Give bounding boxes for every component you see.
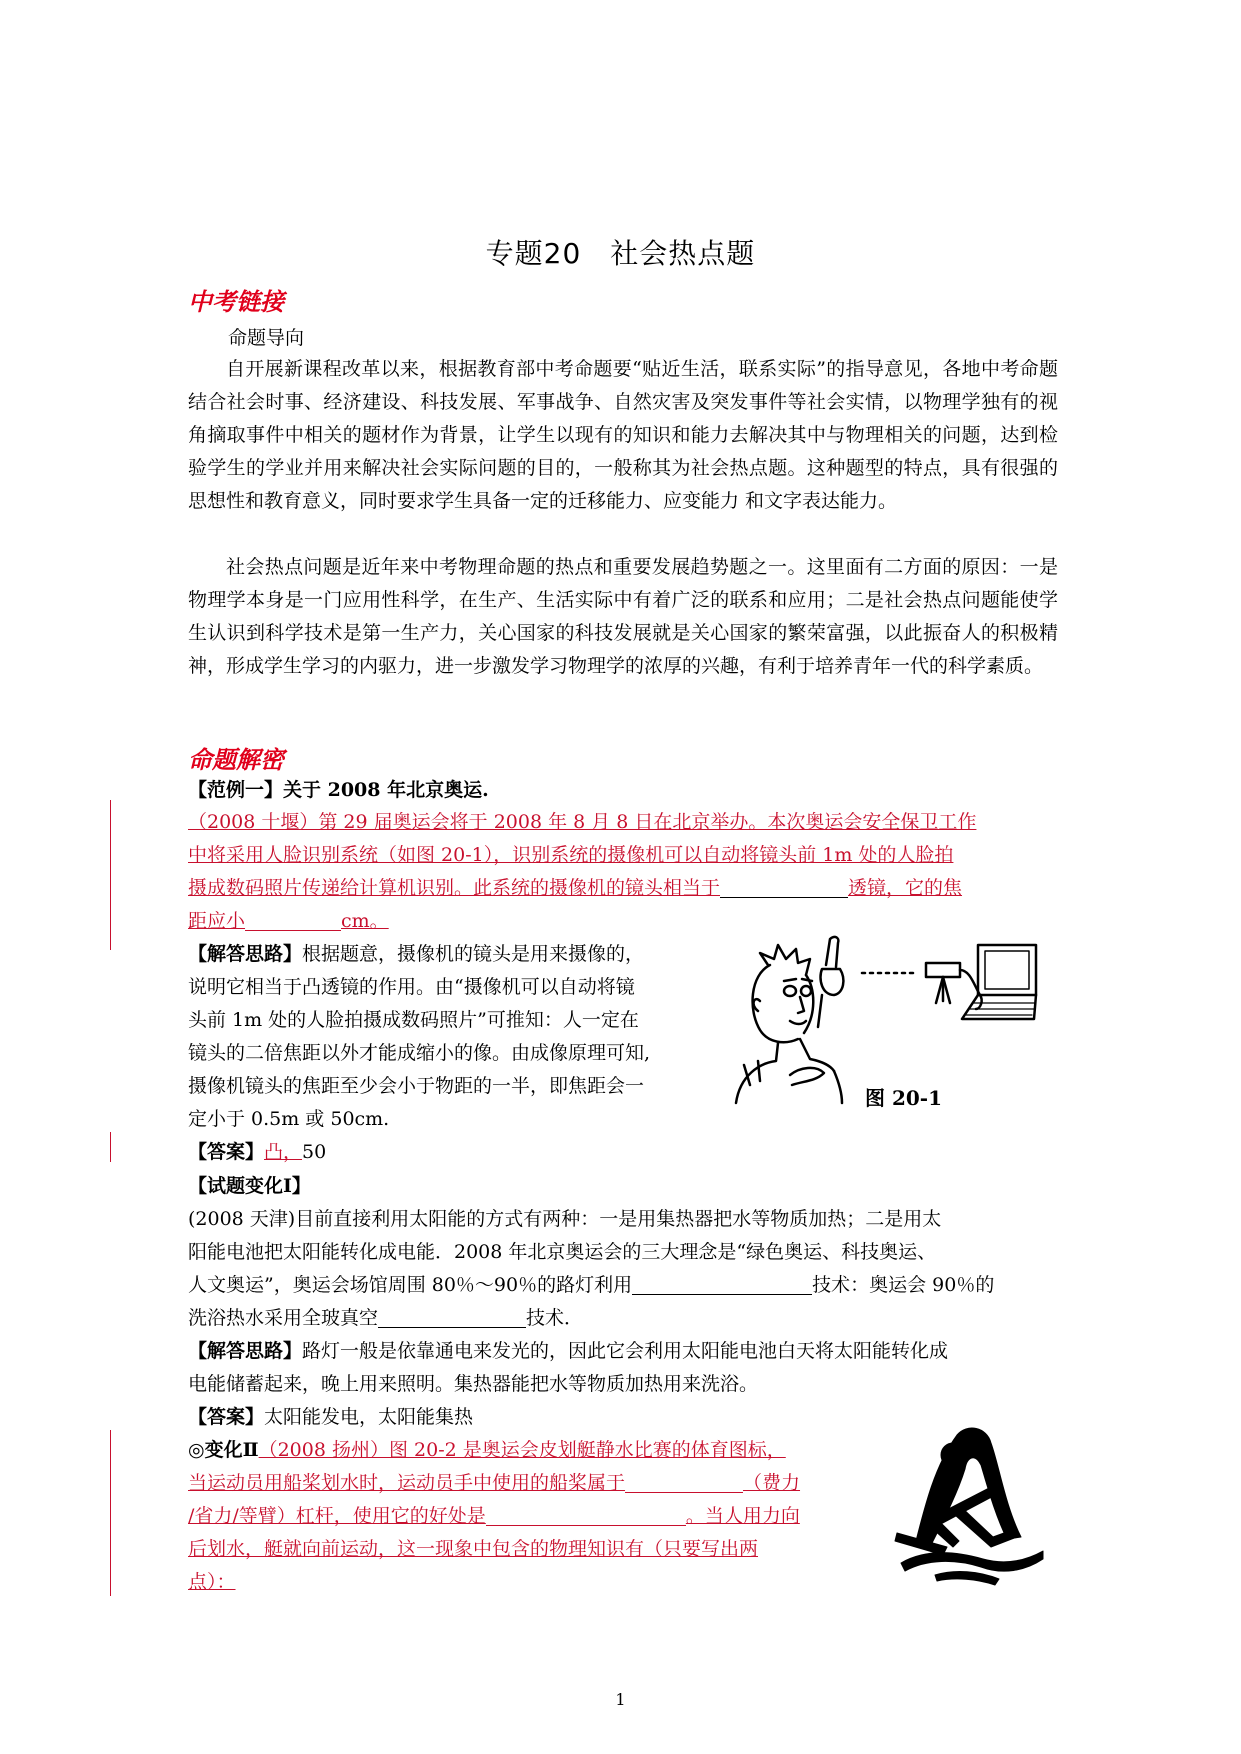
revision-bar [110, 1132, 111, 1162]
example1-solution-line-2: 说明它相当于凸透镜的作用。由“摄像机可以自动将镜 [188, 976, 635, 998]
variation1-heading: 【试题变化Ⅰ】 [188, 1175, 311, 1197]
answer-text: 太阳能发电，太阳能集热 [264, 1406, 474, 1428]
example1-question-line-4 [188, 905, 417, 938]
variation2-question-line-3 [188, 1500, 800, 1533]
face-recognition-figure [730, 935, 1040, 1105]
answer-label: 【答案】 [188, 1406, 265, 1428]
example1-solution-line-4: 镜头的二倍焦距以外才能成缩小的像。由成像原理可知, [188, 1042, 651, 1064]
section-heading-analysis: 命题解密 [188, 746, 284, 774]
variation1-question-line-4 [188, 1302, 583, 1335]
solution-label: 【解答思路】 [188, 943, 303, 965]
variation1-solution-line-2: 电能储蓄起来，晚上用来照明。集热器能把水等物质加热用来洗浴。 [188, 1373, 759, 1395]
page-number: 1 [615, 1690, 626, 1709]
figure-caption-20-1: 图 20-1 [865, 1086, 943, 1110]
intro-paragraph-2 [188, 551, 1058, 683]
variation2-question-line-1 [188, 1434, 786, 1467]
question-text: 摄成数码照片传递给计算机识别。此系统的摄像机的镜头相当于 [188, 877, 721, 899]
answer-blank [245, 910, 341, 931]
example1-question-line-2: 中将采用人脸识别系统（如图 20-1），识别系统的摄像机可以自动将镜头前 1m 处的人脸拍 [188, 844, 954, 866]
question-text: /省力/等臂）杠杆，使用它的好处是 [188, 1505, 486, 1527]
question-text: 人文奥运”，奥运会场馆周围 80％～90％的路灯利用 [188, 1274, 633, 1296]
question-text: 透镜，它的焦 [848, 877, 963, 899]
example1-question-line-3 [188, 872, 962, 905]
variation2-question-line-4: 后划水，艇就向前运动，这一现象中包含的物理知识有（只要写出两 [188, 1538, 759, 1560]
solution-text: 路灯一般是依靠通电来发光的，因此它会利用太阳能电池白天将太阳能转化成 [302, 1340, 949, 1362]
question-text: 洗浴热水采用全玻真空 [188, 1307, 379, 1329]
variation1-answer [188, 1401, 473, 1434]
subheading-guidance: 命题导向 [228, 327, 305, 349]
question-text: 技术：奥运会 90％的 [812, 1274, 995, 1296]
question-text: 。当人用力向 [685, 1505, 800, 1527]
answer-blank [632, 1274, 812, 1295]
variation1-question-line-1: (2008 天津)目前直接利用太阳能的方式有两种：一是用集热器把水等物质加热；二是用太 [188, 1208, 942, 1230]
answer-blank [625, 1472, 743, 1493]
example1-solution-line-5: 摄像机镜头的焦距至少会小于物距的一半，即焦距会一 [188, 1075, 645, 1097]
answer-text: 50 [302, 1141, 327, 1163]
canoe-pictogram [895, 1425, 1045, 1585]
answer-blank [486, 1505, 686, 1526]
question-text: （2008 扬州）图 20-2 是奥运会皮划艇静水比赛的体育图标， [258, 1439, 786, 1461]
page-title: 专题20 社会热点题 [485, 237, 756, 270]
question-text: 距应小 [188, 910, 246, 932]
example1-solution-line-3: 头前 1m 处的人脸拍摄成数码照片”可推知：人一定在 [188, 1009, 639, 1031]
intro-text-1: 自开展新课程改革以来，根据教育部中考命题要“贴近生活，联系实际”的指导意见，各地中考命题结合社会时事、经济建设、科技发展、军事战争、自然灾害及突发事件等社会实情，以物理学独有的视角摘取事件中相关的题材作为背景，让学生以现有的知识和能力去解决其中与物理相关的问题，达到检验学生的学业并用来解决社会实际问题的目的，一般称其为社会热点题。这种题型的特点，具有很强的思想性和教育意义，同时要求学生具备一定的迁移能力、应变能力 和文字表达能力。 [188, 358, 1058, 512]
section-heading-link: 中考链接 [188, 288, 284, 316]
answer-text-red: 凸， [264, 1141, 303, 1163]
variation2-prefix: ◎变化Ⅱ [188, 1439, 259, 1461]
intro-text-2: 社会热点问题是近年来中考物理命题的热点和重要发展趋势题之一。这里面有二方面的原因：一是物理学本身是一门应用性科学，在生产、生活实际中有着广泛的联系和应用；二是社会热点问题能使学生认识到科学技术是第一生产力，关心国家的科技发展就是关心国家的繁荣富强，以此振奋人的积极精神，形成学生学习的内驱力，进一步激发学习物理学的浓厚的兴趣，有利于培养青年一代的科学素质。 [188, 556, 1058, 677]
question-text: 当运动员用船桨划水时，运动员手中使用的船桨属于 [188, 1472, 626, 1494]
intro-paragraph-1 [188, 353, 1058, 518]
example1-question-line-1: （2008 十堰）第 29 届奥运会将于 2008 年 8 月 8 日在北京举办。本次奥运会安全保卫工作 [188, 811, 977, 833]
question-text: 技术． [526, 1307, 584, 1329]
variation2-question-line-5: 点）： [188, 1571, 236, 1593]
answer-label: 【答案】 [188, 1141, 265, 1163]
example1-answer [188, 1136, 326, 1169]
revision-bar [110, 800, 111, 950]
example1-solution-line-6: 定小于 0.5m 或 50cm. [188, 1108, 390, 1130]
revision-bar [110, 1430, 111, 1596]
solution-text: 根据题意，摄像机的镜头是用来摄像的， [302, 943, 645, 965]
example1-solution-line-1 [188, 938, 644, 971]
example1-heading: 【范例一】关于 2008 年北京奥运. [188, 779, 489, 801]
answer-blank [720, 877, 848, 898]
question-text: （费力 [743, 1472, 801, 1494]
solution-label: 【解答思路】 [188, 1340, 303, 1362]
question-text: cm。 [341, 910, 389, 932]
variation2-question-line-2 [188, 1467, 800, 1500]
answer-blank [378, 1307, 526, 1328]
variation1-question-line-2: 阳能电池把太阳能转化成电能．2008 年北京奥运会的三大理念是“绿色奥运、科技奥运、 [188, 1241, 937, 1263]
variation1-question-line-3 [188, 1269, 994, 1302]
variation1-solution-line-1 [188, 1335, 948, 1368]
